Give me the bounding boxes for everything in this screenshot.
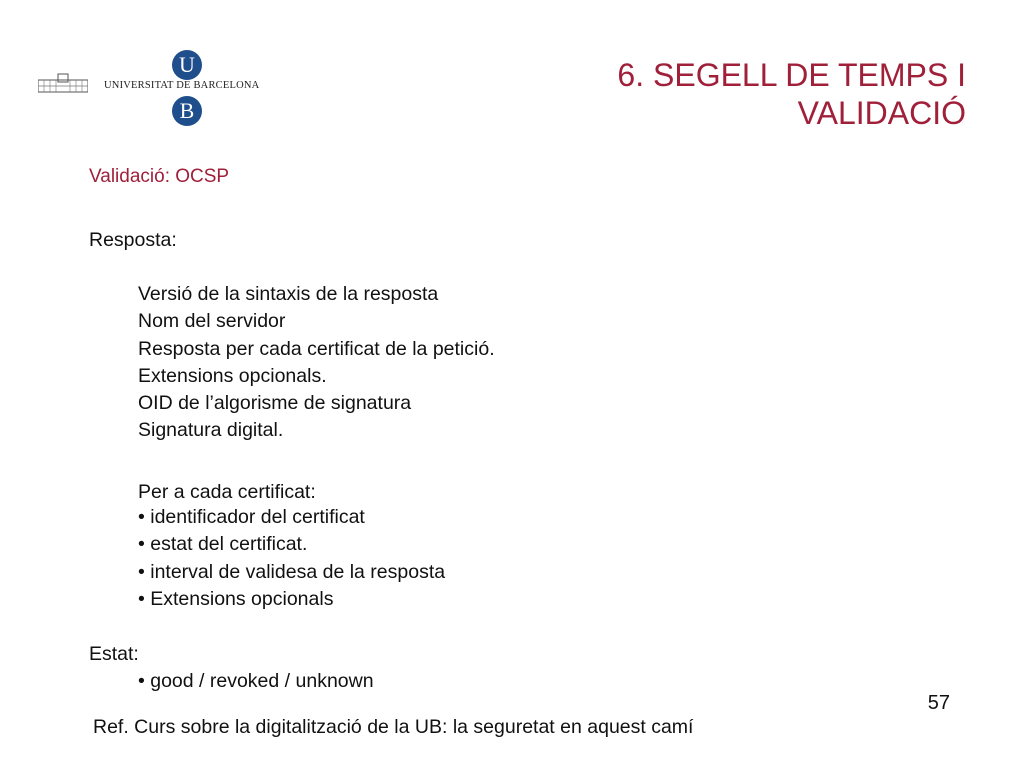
reference-footer: Ref. Curs sobre la digitalització de la UB: la seguretat en aquest camí	[93, 716, 694, 738]
list-item: • Extensions opcionals	[138, 587, 334, 610]
per-certificate-list	[138, 504, 445, 613]
list-item: OID de l’algorisme de signatura	[138, 392, 412, 415]
page-number: 57	[927, 692, 950, 714]
list-item: • identificador del certificat	[138, 506, 365, 528]
logo-letter-u: U	[172, 50, 202, 80]
slide-title-line-2: VALIDACIÓ	[797, 95, 966, 131]
list-item: • estat del certificat.	[138, 533, 308, 556]
response-list	[138, 281, 495, 445]
list-item: Signatura digital.	[138, 419, 284, 442]
list-item: Nom del servidor	[138, 310, 286, 333]
university-name: UNIVERSITAT DE BARCELONA	[104, 80, 260, 91]
list-item: • good / revoked / unknown	[138, 670, 374, 692]
logo-letter-b: B	[172, 96, 202, 126]
slide-title-line-1: 6. SEGELL DE TEMPS I	[617, 57, 966, 93]
list-item: • interval de validesa de la resposta	[138, 560, 446, 583]
slide-subtitle: Validació: OCSP	[89, 166, 230, 187]
slide-title	[446, 56, 966, 132]
response-heading: Resposta:	[89, 229, 177, 251]
status-heading: Estat:	[89, 643, 139, 665]
building-icon	[38, 72, 88, 94]
university-logo	[38, 44, 278, 132]
status-list	[138, 668, 374, 695]
list-item: Resposta per cada certificat de la petició.	[138, 337, 495, 360]
per-certificate-heading: Per a cada certificat:	[138, 481, 316, 503]
list-item: Versió de la sintaxis de la resposta	[138, 283, 439, 305]
list-item: Extensions opcionals.	[138, 364, 327, 387]
